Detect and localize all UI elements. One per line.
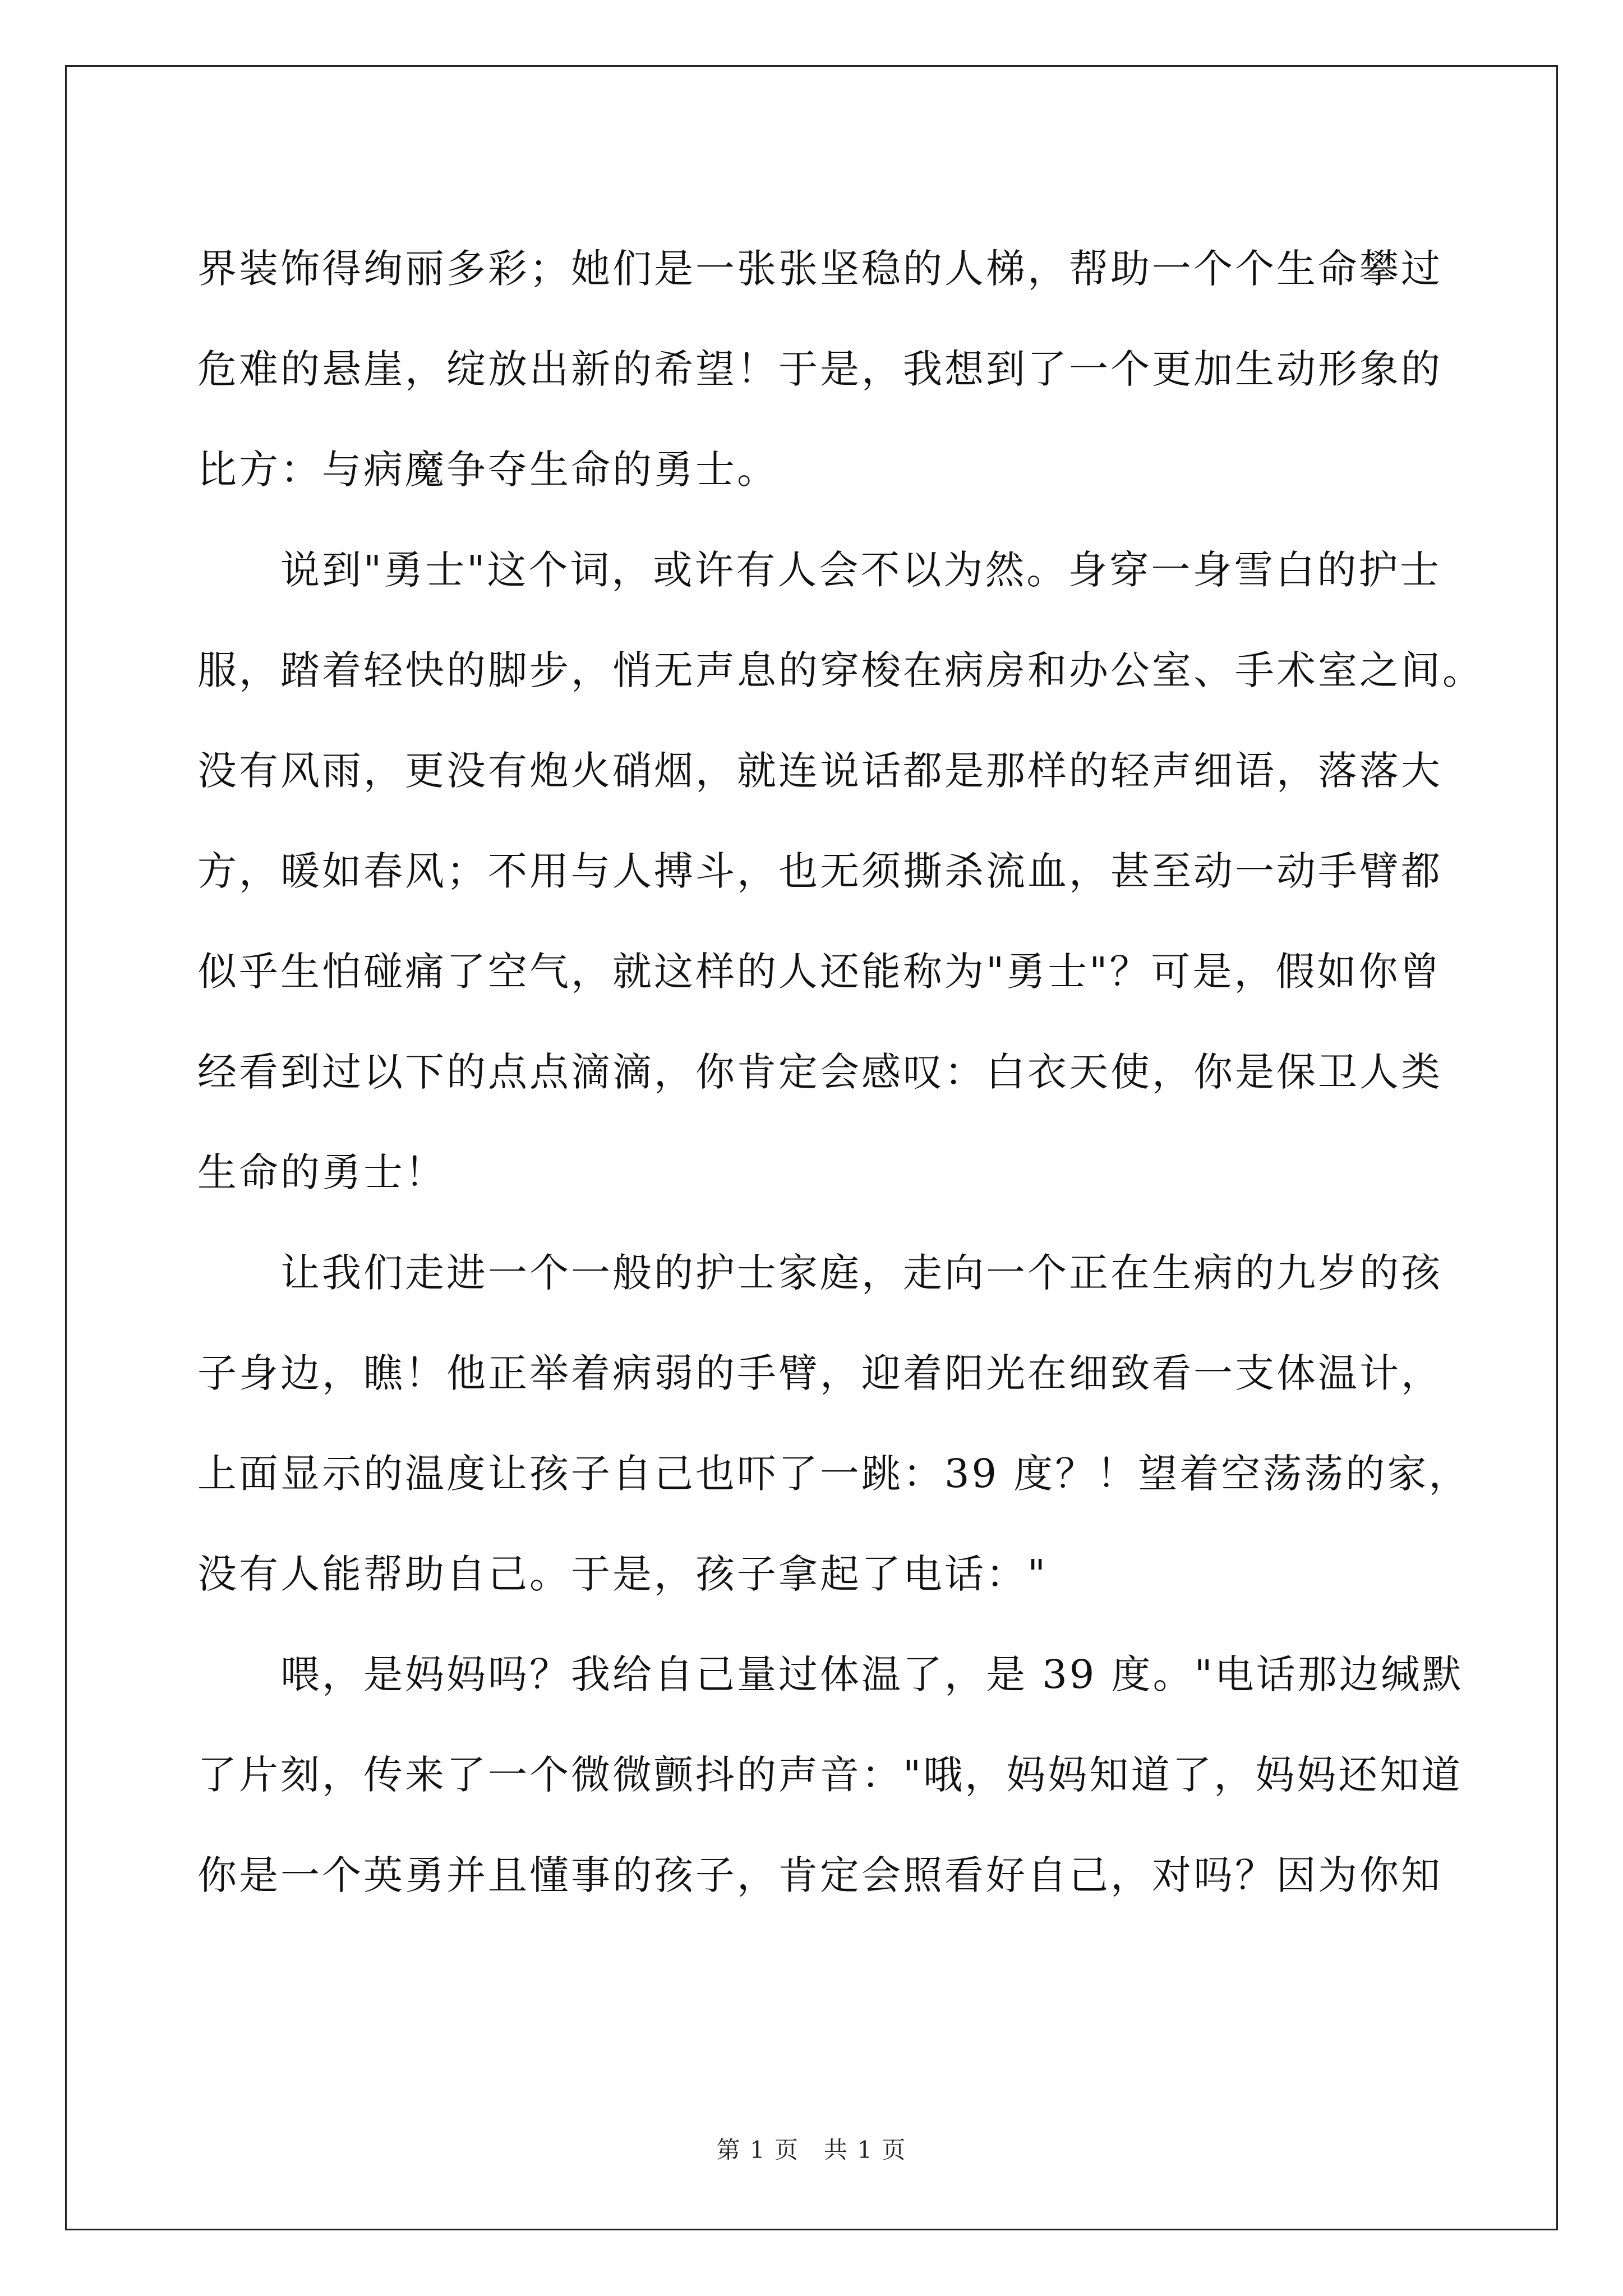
text-line: 没有风雨，更没有炮火硝烟，就连说话都是那样的轻声细语，落落大	[197, 748, 1442, 794]
text-line: 经看到过以下的点点滴滴，你肯定会感叹：白衣天使，你是保卫人类	[197, 1049, 1442, 1095]
document-body	[197, 219, 1484, 1926]
text-line: 你是一个英勇并且懂事的孩子，肯定会照看好自己，对吗？因为你知	[197, 1852, 1442, 1898]
text-line: 服，踏着轻快的脚步，悄无声息的穿梭在病房和办公室、手术室之间。	[197, 647, 1484, 693]
text-line: 上面显示的温度让孩子自己也吓了一跳：39 度？！望着空荡荡的家，	[197, 1451, 1470, 1497]
text-line: 说到"勇士"这个词，或许有人会不以为然。身穿一身雪白的护士	[197, 547, 1442, 593]
text-line: 没有人能帮助自己。于是，孩子拿起了电话："	[197, 1551, 1048, 1597]
page-footer: 第 1 页 共 1 页	[716, 2136, 907, 2164]
text-line: 子身边，瞧！他正举着病弱的手臂，迎着阳光在细致看一支体温计，	[197, 1350, 1442, 1396]
text-line: 比方：与病魔争夺生命的勇士。	[197, 447, 778, 493]
text-line: 方，暖如春风；不用与人搏斗，也无须撕杀流血，甚至动一动手臂都	[197, 848, 1442, 894]
text-line: 喂，是妈妈吗？我给自己量过体温了，是 39 度。"电话那边缄默	[197, 1651, 1464, 1697]
text-line: 似乎生怕碰痛了空气，就这样的人还能称为"勇士"？可是，假如你曾	[197, 949, 1442, 995]
text-line: 了片刻，传来了一个微微颤抖的声音："哦，妈妈知道了，妈妈还知道	[197, 1752, 1463, 1798]
text-line: 危难的悬崖，绽放出新的希望！于是，我想到了一个更加生动形象的	[197, 346, 1442, 392]
text-line: 界装饰得绚丽多彩；她们是一张张坚稳的人梯，帮助一个个生命攀过	[197, 246, 1442, 292]
text-line: 让我们走进一个一般的护士家庭，走向一个正在生病的九岁的孩	[197, 1250, 1442, 1296]
text-line: 生命的勇士！	[197, 1149, 446, 1195]
